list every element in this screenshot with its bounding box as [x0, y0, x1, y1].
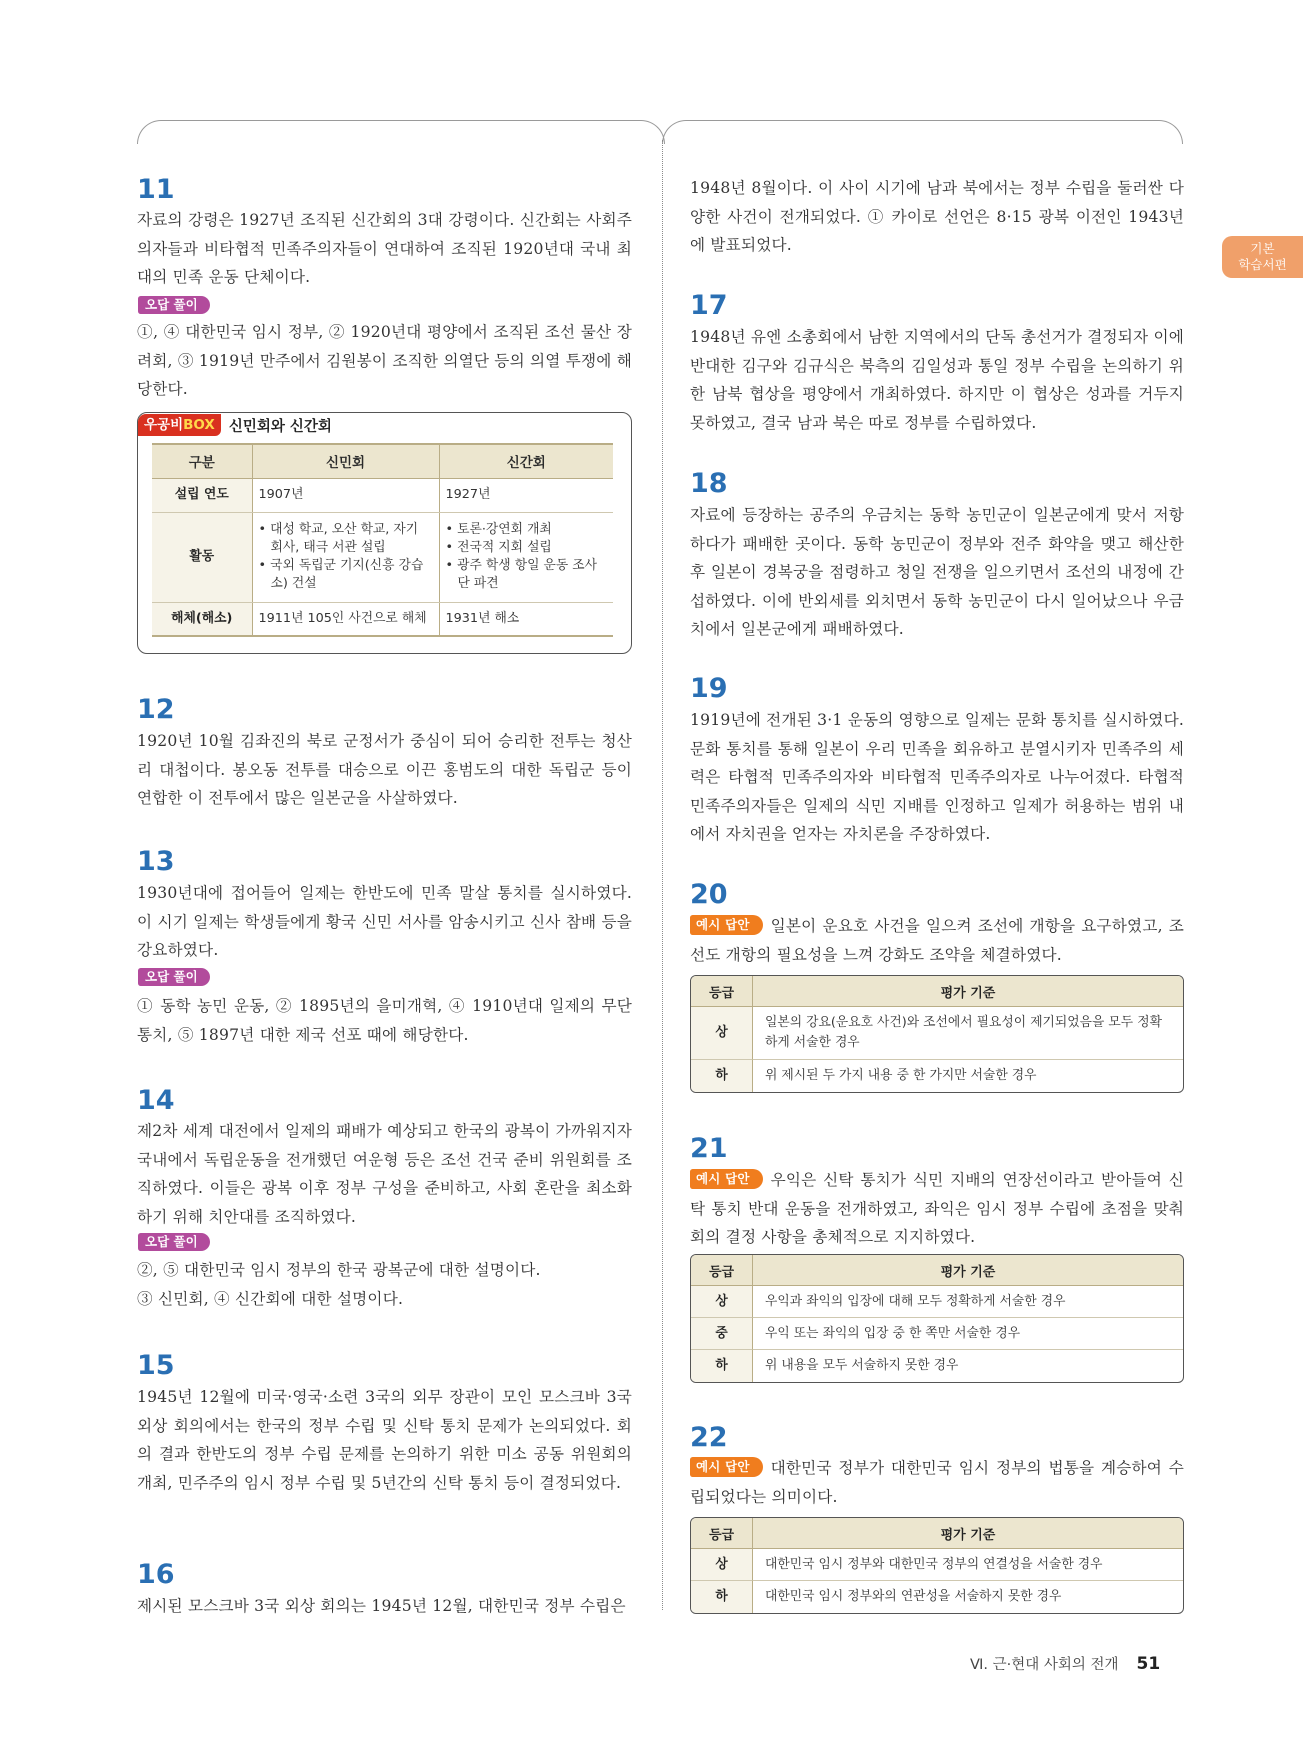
page-footer: [970, 1653, 1160, 1674]
side-tab: [1222, 236, 1303, 278]
list-item: • 전국적 지회 설립: [446, 539, 608, 557]
question-number-17: 17: [690, 290, 728, 321]
answer-11-wrong: ①, ④ 대한민국 임시 정부, ② 1920년대 평양에서 조직된 조선 물산 장려회, ③ 1919년 만주에서 김원봉이 조직한 의열단 등의 의열 투쟁에 해당한다.: [137, 323, 632, 398]
example-answer-badge: 예시 답안: [690, 915, 763, 935]
wrong-answer-badge: 오답 풀이: [138, 296, 210, 314]
grade-header: 등급: [691, 1518, 752, 1549]
table-row: [691, 1318, 1183, 1350]
grade-cell: 하: [691, 1060, 752, 1092]
list-item: • 토론·강연회 개최: [446, 521, 608, 539]
table-cell: [252, 512, 439, 602]
row-label: 설립 연도: [152, 478, 252, 512]
question-number-16: 16: [137, 1559, 175, 1590]
info-box: [137, 412, 632, 654]
criteria-header: 평가 기준: [752, 1255, 1183, 1286]
grade-header: 등급: [691, 1255, 752, 1286]
criteria-cell: 위 내용을 모두 서술하지 못한 경우: [752, 1350, 1183, 1382]
question-number-15: 15: [137, 1350, 175, 1381]
criteria-header: 평가 기준: [752, 976, 1183, 1007]
grading-table-21: [690, 1254, 1184, 1383]
question-number-18: 18: [690, 468, 728, 499]
question-number-22: 22: [690, 1422, 728, 1453]
row-label: 활동: [152, 512, 252, 602]
answer-21-body: 우익은 신탁 통치가 식민 지배의 연장선이라고 받아들여 신탁 통치 반대 운동을 전개하였고, 좌익은 임시 정부 수립에 초점을 맞춰 회의 결정 사항을 총체적으로 지지하였다.: [690, 1171, 1184, 1246]
answer-20-text: [690, 912, 1184, 969]
page-number: 51: [1136, 1654, 1161, 1674]
table-row: [691, 1549, 1183, 1581]
answer-13-wrong: ① 동학 농민 운동, ② 1895년의 을미개혁, ④ 1910년대 일제의 무단 통치, ⑤ 1897년 대한 제국 선포 때에 해당한다.: [137, 997, 632, 1044]
answer-14-text: 제2차 세계 대전에서 일제의 패배가 예상되고 한국의 광복이 가까워지자 국내에서 독립운동을 전개했던 여운형 등은 조선 건국 준비 위원회를 조직하였다. 이들은 광복 이후 정부 구성을 준비하고, 사회 혼란을 최소화하기 위해 치안대를 조직하였다.: [137, 1122, 632, 1226]
example-answer-badge: 예시 답안: [690, 1457, 763, 1477]
table-row: [152, 478, 613, 512]
side-tab-line2: 학습서편: [1238, 257, 1287, 272]
wrong-answer-badge: 오답 풀이: [138, 1233, 210, 1251]
row-label: 해체(해소): [152, 602, 252, 636]
side-tab-line1: 기본: [1250, 241, 1275, 256]
box-tag: [138, 414, 221, 436]
table-row: [152, 512, 613, 602]
answer-14-wrong-1: ②, ⑤ 대한민국 임시 정부의 한국 광복군에 대한 설명이다.: [137, 1261, 541, 1279]
table-cell: 1911년 105인 사건으로 해체: [252, 602, 439, 636]
grade-cell: 하: [691, 1581, 752, 1613]
grade-cell: 중: [691, 1318, 752, 1350]
grade-cell: 상: [691, 1549, 752, 1581]
table-cell: [439, 512, 613, 602]
question-number-11: 11: [137, 174, 175, 205]
box-tag-a: 우공비: [144, 417, 184, 433]
right-column-frame: [662, 120, 1183, 144]
grade-header: 등급: [691, 976, 752, 1007]
answer-22-text: [690, 1454, 1184, 1511]
answer-22-body: 대한민국 정부가 대한민국 임시 정부의 법통을 계승하여 수립되었다는 의미이다.: [690, 1459, 1184, 1506]
grading-table-22: [690, 1517, 1184, 1614]
table-cell: 1907년: [252, 478, 439, 512]
column-divider: [662, 140, 663, 1610]
question-number-14: 14: [137, 1085, 175, 1116]
answer-19-text: 1919년에 전개된 3·1 운동의 영향으로 일제는 문화 통치를 실시하였다. 문화 통치를 통해 일본이 우리 민족을 회유하고 분열시키자 민족주의 세력은 타협적 민족주의자와 비타협적 민족주의자로 나누어졌다. 타협적 민족주의자들은 일제의 식민 지배를 인정하고 일제가 허용하는 범위 내에서 자치권을 얻자는 자치론을 주장하였다.: [690, 711, 1184, 843]
criteria-header: 평가 기준: [752, 1518, 1183, 1549]
list-item: • 대성 학교, 오산 학교, 자기 회사, 태극 서관 설립: [259, 521, 433, 557]
table-row: [691, 1007, 1183, 1060]
answer-21-text: [690, 1166, 1184, 1252]
comparison-table: [152, 443, 613, 637]
table-row: [691, 1581, 1183, 1613]
table-header: 신간회: [439, 444, 613, 478]
table-row: [152, 602, 613, 636]
question-number-19: 19: [690, 673, 728, 704]
answer-16-text: 제시된 모스크바 3국 외상 회의는 1945년 12월, 대한민국 정부 수립은: [137, 1597, 626, 1615]
table-header: 구분: [152, 444, 252, 478]
answer-12-text: 1920년 10월 김좌진의 북로 군정서가 중심이 되어 승리한 전투는 청산리 대첩이다. 봉오동 전투를 대승으로 이끈 홍범도의 대한 독립군 등이 연합한 이 전투에서 많은 일본군을 사살하였다.: [137, 732, 632, 807]
box-title: 신민회와 신간회: [228, 418, 332, 435]
answer-16-continued: 1948년 8월이다. 이 사이 시기에 남과 북에서는 정부 수립을 둘러싼 다양한 사건이 전개되었다. ① 카이로 선언은 8·15 광복 이전인 1943년에 발표되었다.: [690, 179, 1184, 254]
grade-cell: 하: [691, 1350, 752, 1382]
answer-15-text: 1945년 12월에 미국·영국·소련 3국의 외무 장관이 모인 모스크바 3국 외상 회의에서는 한국의 정부 수립 및 신탁 통치 문제가 논의되었다. 회의 결과 한반도의 정부 수립 문제를 논의하기 위한 미소 공동 위원회의 개최, 민주주의 임시 정부 수립 및 5년간의 신탁 통치 등이 결정되었다.: [137, 1388, 632, 1492]
criteria-cell: 우익과 좌익의 입장에 대해 모두 정확하게 서술한 경우: [752, 1286, 1183, 1318]
grade-cell: 상: [691, 1286, 752, 1318]
wrong-answer-badge: 오답 풀이: [138, 968, 210, 986]
criteria-cell: 위 제시된 두 가지 내용 중 한 가지만 서술한 경우: [752, 1060, 1183, 1092]
question-number-20: 20: [690, 879, 728, 910]
answer-18-text: 자료에 등장하는 공주의 우금치는 동학 농민군이 일본군에게 맞서 저항하다가 패배한 곳이다. 동학 농민군이 정부와 전주 화약을 맺고 해산한 후 일본이 경복궁을 점령하고 청일 전쟁을 일으키면서 조선의 내정에 간섭하였다. 이에 반외세를 외치면서 동학 농민군이 다시 일어났으나 우금치에서 일본군에게 패배하였다.: [690, 506, 1184, 638]
criteria-cell: 대한민국 임시 정부와 대한민국 정부의 연결성을 서술한 경우: [752, 1549, 1183, 1581]
criteria-cell: 우익 또는 좌익의 입장 중 한 쪽만 서술한 경우: [752, 1318, 1183, 1350]
answer-20-body: 일본이 운요호 사건을 일으켜 조선에 개항을 요구하였고, 조선도 개항의 필요성을 느껴 강화도 조약을 체결하였다.: [690, 917, 1184, 964]
answer-11-text: 자료의 강령은 1927년 조직된 신간회의 3대 강령이다. 신간회는 사회주의자들과 비타협적 민족주의자들이 연대하여 조직된 1920년대 국내 최대의 민족 운동 단체이다.: [137, 211, 632, 286]
answer-13-text: 1930년대에 접어들어 일제는 한반도에 민족 말살 통치를 실시하였다. 이 시기 일제는 학생들에게 황국 신민 서사를 암송시키고 신사 참배 등을 강요하였다.: [137, 884, 632, 959]
left-column-frame: [137, 120, 665, 144]
table-row: [691, 1060, 1183, 1092]
table-cell: 1931년 해소: [439, 602, 613, 636]
table-header: 신민회: [252, 444, 439, 478]
criteria-cell: 대한민국 임시 정부와의 연관성을 서술하지 못한 경우: [752, 1581, 1183, 1613]
list-item: • 국외 독립군 기지(신흥 강습소) 건설: [259, 557, 433, 593]
chapter-title: Ⅵ. 근·현대 사회의 전개: [970, 1657, 1119, 1673]
question-number-12: 12: [137, 694, 175, 725]
box-tag-b: BOX: [183, 417, 215, 433]
answer-14-wrong-2: ③ 신민회, ④ 신간회에 대한 설명이다.: [137, 1290, 404, 1308]
table-cell: 1927년: [439, 478, 613, 512]
question-number-13: 13: [137, 846, 175, 877]
grade-cell: 상: [691, 1007, 752, 1060]
question-number-21: 21: [690, 1133, 728, 1164]
grading-table-20: [690, 975, 1184, 1093]
criteria-cell: 일본의 강요(운요호 사건)와 조선에서 필요성이 제기되었음을 모두 정확하게 서술한 경우: [752, 1007, 1183, 1060]
table-row: [691, 1286, 1183, 1318]
answer-17-text: 1948년 유엔 소총회에서 남한 지역에서의 단독 총선거가 결정되자 이에 반대한 김구와 김규식은 북측의 김일성과 통일 정부 수립을 논의하기 위한 남북 협상을 평양에서 개최하였다. 하지만 이 협상은 성과를 거두지 못하였고, 결국 남과 북은 따로 정부를 수립하였다.: [690, 328, 1184, 432]
example-answer-badge: 예시 답안: [690, 1169, 763, 1189]
table-row: [691, 1350, 1183, 1382]
list-item: • 광주 학생 항일 운동 조사단 파견: [446, 557, 608, 593]
box-header: [138, 413, 332, 437]
